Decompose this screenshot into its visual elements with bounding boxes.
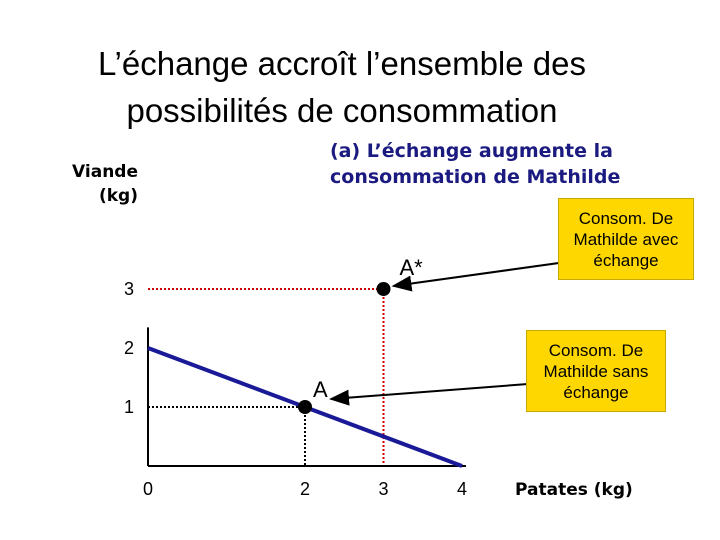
x-tick-label: 3: [378, 479, 389, 499]
x-tick-label: 4: [456, 479, 468, 499]
y-axis-label-line-2: (kg): [98, 186, 138, 206]
y-tick-label: 1: [123, 397, 134, 417]
point-label-a: A: [313, 377, 328, 402]
point-label-a-star: A*: [399, 255, 423, 280]
y-tick-label: 2: [123, 338, 134, 358]
callout-with-trade: [558, 198, 694, 280]
x-tick-label: 2: [299, 479, 311, 499]
callout-without-trade-line-2: Mathilde sans: [543, 361, 649, 381]
arrow-without-trade: [331, 384, 528, 399]
callout-with-trade-line-2: Mathilde avec: [573, 229, 679, 249]
title-line-2: possibilités de consommation: [126, 92, 558, 129]
point-a-star: [377, 282, 391, 296]
subtitle-line-2: consommation de Mathilde: [330, 166, 621, 188]
title-line-1: L’échange accroît l’ensemble des: [98, 45, 586, 82]
callout-without-trade-line-1: Consom. De: [548, 340, 644, 360]
y-axis-label-line-1: Viande: [72, 162, 138, 182]
subtitle-line-1: (a) L’échange augmente la: [330, 140, 613, 162]
y-tick-label: 3: [123, 279, 134, 299]
x-tick-label: 0: [142, 479, 154, 499]
point-a: [298, 400, 312, 414]
callout-with-trade-line-1: Consom. De: [578, 208, 674, 228]
callout-without-trade: [526, 330, 666, 412]
callout-without-trade-line-3: échange: [563, 382, 629, 402]
callout-with-trade-line-3: échange: [593, 250, 659, 270]
x-axis-label: Patates (kg): [515, 480, 633, 500]
